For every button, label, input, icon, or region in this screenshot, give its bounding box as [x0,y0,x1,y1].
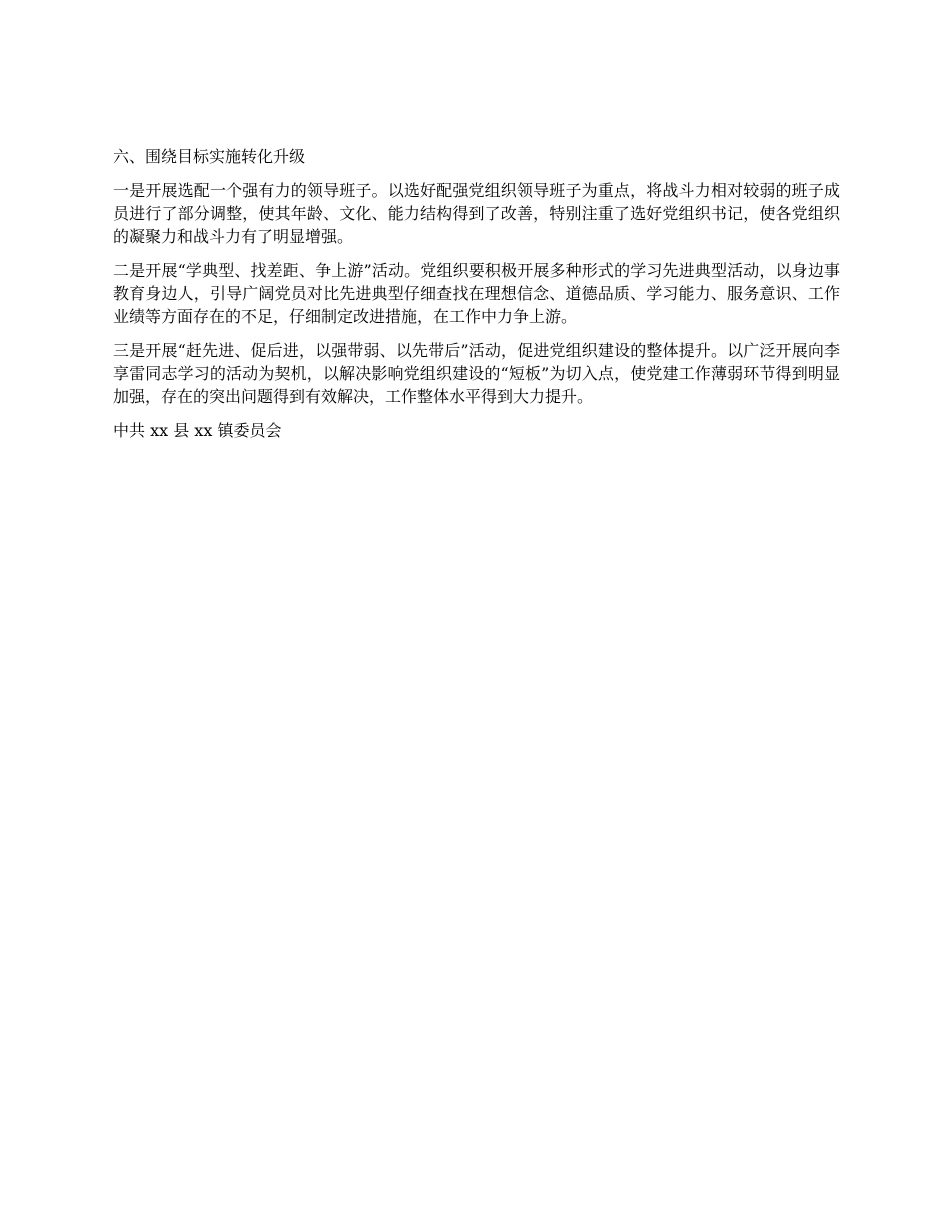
paragraph-advancement-activity: 三是开展“赶先进、促后进，以强带弱、以先带后”活动，促进党组织建设的整体提升。以广泛开展向李享雷同志学习的活动为契机，以解决影响党组织建设的“短板”为切入点，使党建工作薄弱环节得到明显加强，存在的突出问题得到有效解决，工作整体水平得到大力提升。 [113,341,840,406]
paragraph-learning-activity: 二是开展“学典型、找差距、争上游”活动。党组织要积极开展多种形式的学习先进典型活动，以身边事教育身边人，引导广阔党员对比先进典型仔细查找在理想信念、道德品质、学习能力、服务意识、工作业绩等方面存在的不足，仔细制定改进措施，在工作中力争上游。 [113,261,840,326]
signature-line: 中共 xx 县 xx 镇委员会 [113,421,282,440]
document-body [113,145,840,453]
section-heading: 六、围绕目标实施转化升级 [113,147,306,166]
paragraph-leadership: 一是开展选配一个强有力的领导班子。以选好配强党组织领导班子为重点，将战斗力相对较弱的班子成员进行了部分调整，使其年龄、文化、能力结构得到了改善，特别注重了选好党组织书记，使各党组织的凝聚力和战斗力有了明显增强。 [113,181,840,246]
